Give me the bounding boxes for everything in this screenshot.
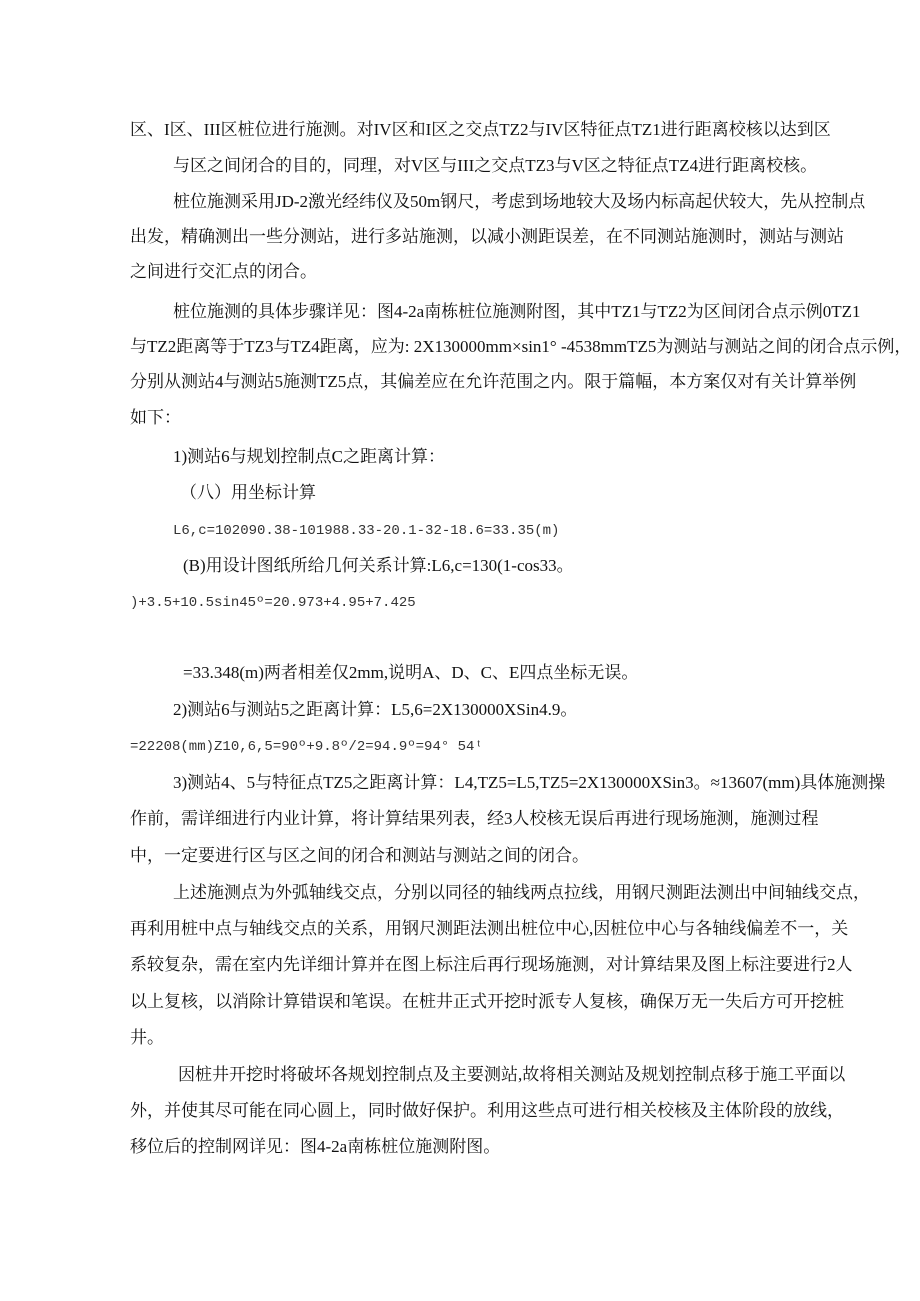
- text-line: 桩位施测采用JD-2激光经纬仪及50m钢尺，考虑到场地较大及场内标高起伏较大，先从控制点: [173, 192, 866, 211]
- text-line: 上述施测点为外弧轴线交点，分别以同径的轴线两点拉线，用钢尺测距法测出中间轴线交点，: [173, 883, 870, 902]
- text-line: 如下：: [130, 408, 181, 427]
- text-line: 再利用桩中点与轴线交点的关系，用钢尺测距法测出桩位中心,因桩位中心与各轴线偏差不一，关: [130, 919, 849, 938]
- formula-line: L6,c=102090.38-101988.33-20.1-32-18.6=33.35(m): [173, 523, 560, 539]
- text-line: (B)用设计图纸所给几何关系计算:L6,c=130(1-cos33。: [183, 556, 574, 575]
- text-line: 1)测站6与规划控制点C之距离计算：: [173, 447, 445, 466]
- text-line: 3)测站4、5与特征点TZ5之距离计算：L4,TZ5=L5,TZ5=2X130000XSin3。≈13607(mm)具体施测操: [173, 773, 886, 792]
- text-line: 中，一定要进行区与区之间的闭合和测站与测站之间的闭合。: [130, 846, 589, 865]
- text-line: 因桩井开挖时将破坏各规划控制点及主要测站,故将相关测站及规划控制点移于施工平面以: [178, 1065, 846, 1084]
- text-line: 作前，需详细进行内业计算，将计算结果列表，经3人校核无误后再进行现场施测，施测过程: [130, 809, 819, 828]
- text-line: 区、I区、III区桩位进行施测。对IV区和I区之交点TZ2与IV区特征点TZ1进行距离校核以达到区: [130, 120, 831, 139]
- text-line: 与区之间闭合的目的，同理，对V区与III之交点TZ3与V区之特征点TZ4进行距离校核。: [173, 156, 818, 175]
- text-line: 移位后的控制网详见：图4-2a南栋桩位施测附图。: [130, 1137, 501, 1156]
- text-line: 与TZ2距离等于TZ3与TZ4距离，应为: 2X130000mm×sin1° -4538mmTZ5为测站与测站之间的闭合点示例，: [130, 337, 912, 356]
- text-line: （八）用坐标计算: [180, 483, 316, 502]
- text-line: 分别从测站4与测站5施测TZ5点，其偏差应在允许范围之内。限于篇幅，本方案仅对有关计算举例: [130, 372, 857, 391]
- text-line: =33.348(m)两者相差仅2mm,说明A、D、C、E四点坐标无误。: [183, 663, 639, 682]
- text-line: 之间进行交汇点的闭合。: [130, 262, 317, 281]
- text-line: 以上复核，以消除计算错误和笔误。在桩井正式开挖时派专人复核，确保万无一失后方可开挖桩: [130, 992, 844, 1011]
- text-line: 外，并使其尽可能在同心圆上，同时做好保护。利用这些点可进行相关校核及主体阶段的放线，: [130, 1101, 844, 1120]
- formula-line: )+3.5+10.5sin45º=20.973+4.95+7.425: [130, 595, 416, 611]
- text-line: 出发，精确测出一些分测站，进行多站施测，以减小测距误差，在不同测站施测时，测站与测站: [130, 227, 844, 246]
- text-line: 桩位施测的具体步骤详见：图4-2a南栋桩位施测附图，其中TZ1与TZ2为区间闭合点示例0TZ1: [173, 302, 861, 321]
- text-line: 2)测站6与测站5之距离计算：L5,6=2X130000XSin4.9。: [173, 700, 578, 719]
- text-line: 系较复杂，需在室内先详细计算并在图上标注后再行现场施测，对计算结果及图上标注要进行2人: [130, 955, 853, 974]
- formula-line: =22208(mm)Z10,6,5=90º+9.8º/2=94.9º=94° 54ᵗ: [130, 739, 483, 755]
- text-line: 井。: [130, 1028, 164, 1047]
